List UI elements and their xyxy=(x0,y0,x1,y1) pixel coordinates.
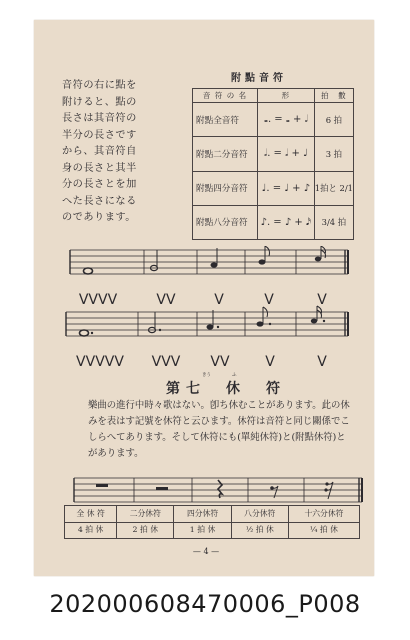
header-name: 音 符 の 名 xyxy=(193,89,258,103)
note-beats: 3/4 拍 xyxy=(314,205,353,239)
intro-line: 長さは其音符の xyxy=(62,113,137,124)
note-name: 附點八分音符 xyxy=(193,205,258,239)
rest-name: 全 休 符 xyxy=(65,506,117,523)
rests-name-row xyxy=(65,506,360,523)
table-title: 附點音符 xyxy=(231,73,287,84)
body-line: があります。 xyxy=(88,448,144,459)
dotted-notes-table xyxy=(192,88,354,240)
intro-line: から、其音符自 xyxy=(62,146,137,157)
intro-line: 身の長さと其半 xyxy=(62,162,137,174)
rest-staff xyxy=(34,476,374,508)
table-row xyxy=(193,171,354,205)
furigana: ふ xyxy=(232,373,237,378)
header-form: 形 xyxy=(258,89,315,103)
intro-line: 音符の右に點を xyxy=(62,80,137,91)
note-name: 附點二分音符 xyxy=(193,137,258,171)
rest-beats: 2 拍 休 xyxy=(117,522,174,539)
beat-marks: VV xyxy=(210,354,230,370)
image-caption: 202000608470006_P008 xyxy=(49,590,361,618)
note-beats: 3 拍 xyxy=(314,137,353,171)
beat-marks: V xyxy=(264,292,274,308)
table-row xyxy=(193,137,354,171)
table-header-row xyxy=(193,89,354,103)
staff-notes xyxy=(80,306,326,336)
body-line: 樂曲の進行中時々歌はない。卽ち休むことがあります。此の休 xyxy=(88,400,350,411)
rest-name: 四分休符 xyxy=(174,506,231,523)
header-beats: 拍 數 xyxy=(314,89,353,103)
body-line: しらへてあります。そして休符にも(單純休符)と(附點休符)と xyxy=(88,432,346,443)
beat-marks: VVVV xyxy=(78,292,118,308)
beat-marks: VVVVV xyxy=(76,354,124,370)
beat-marks: V xyxy=(265,354,275,370)
beat-marks: V xyxy=(317,292,327,308)
furigana: きう xyxy=(202,373,211,378)
beat-marks: V xyxy=(214,292,224,308)
rest-beats: ½ 拍 休 xyxy=(231,522,288,539)
note-beats: 6 拍 xyxy=(314,103,353,137)
table-row xyxy=(193,205,354,239)
intro-line: へた長さになる xyxy=(62,195,137,207)
note-beats: 1拍と 2/1 xyxy=(314,171,353,205)
note-form: 𝅗𝅥. = 𝅗𝅥 + ♩ xyxy=(258,137,315,171)
intro-line: 分の長さとを加 xyxy=(62,179,137,190)
note-form: ♪. = ♪ + 𝅘𝅥𝅯 xyxy=(258,205,315,239)
rest-beats: 4 拍 休 xyxy=(65,522,117,539)
rests-table xyxy=(64,505,360,539)
rest-name: 八分休符 xyxy=(231,506,288,523)
intro-line: 半分の長さです xyxy=(62,129,137,141)
intro-paragraph xyxy=(62,78,174,227)
beat-marks: VVV xyxy=(151,354,181,370)
rest-name: 十六分休符 xyxy=(288,506,359,523)
note-form: ♩. = ♩ + ♪ xyxy=(258,171,315,205)
note-name: 附點全音符 xyxy=(193,103,258,137)
rest-name: 二分休符 xyxy=(117,506,174,523)
body-line: みを表はす記號を休符と云ひます。休符は音符と同じ關係でこ xyxy=(88,416,350,427)
rests-paragraph xyxy=(88,398,398,462)
beat-marks: VV xyxy=(156,292,176,308)
section-title: 第七 休 符 xyxy=(166,381,286,397)
rests-beats-row xyxy=(65,522,360,539)
table-row xyxy=(193,103,354,137)
staff-example-2 xyxy=(34,302,374,372)
intro-line: 附けると、點の xyxy=(62,96,137,108)
rest-beats: ¼ 拍 休 xyxy=(288,522,359,539)
book-page xyxy=(34,20,374,576)
intro-line: のであります。 xyxy=(62,212,136,223)
note-name: 附點四分音符 xyxy=(193,171,258,205)
note-form: 𝅝. = 𝅝 + 𝅗𝅥 xyxy=(258,103,315,137)
beat-marks: V xyxy=(317,354,327,370)
rest-beats: 1 拍 休 xyxy=(174,522,231,539)
page-number: — 4 — xyxy=(192,547,220,556)
